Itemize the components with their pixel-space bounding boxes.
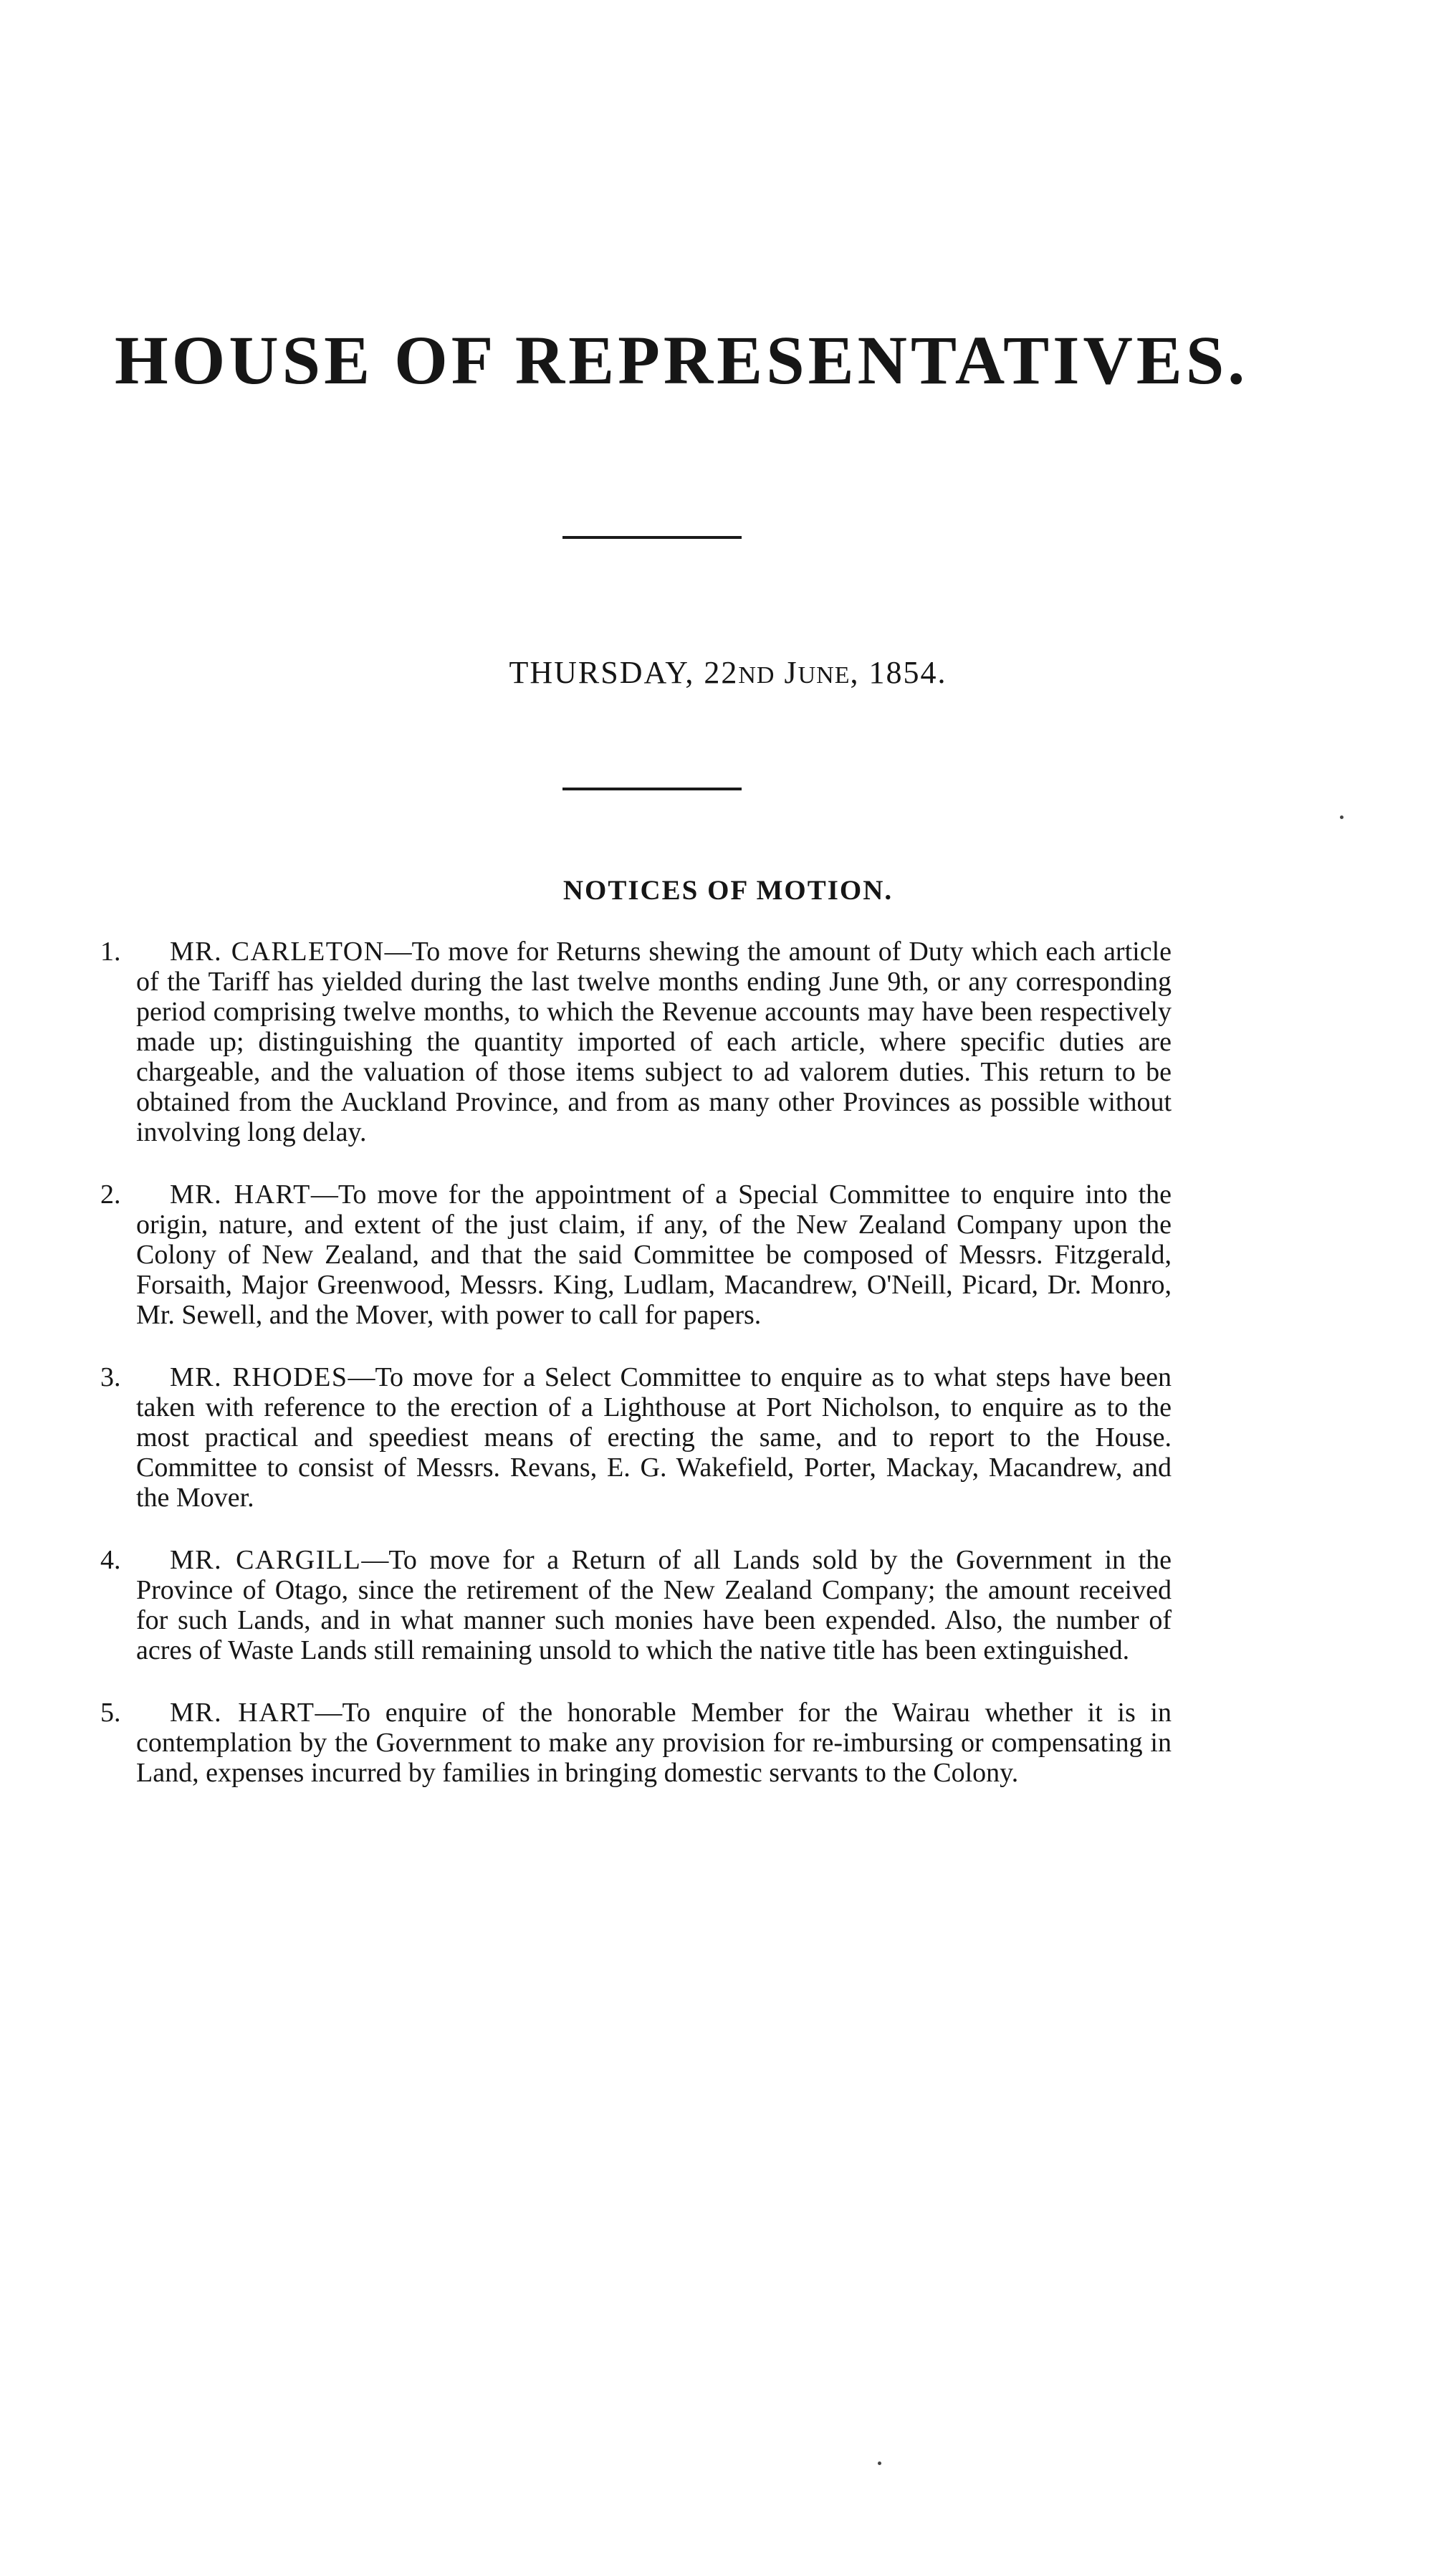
motion-number: 4. (100, 1545, 121, 1575)
date-month-initial: J (784, 655, 798, 690)
date-day-suffix: ND (738, 662, 775, 689)
motion-item (100, 1362, 1172, 1513)
motion-item (100, 1545, 1172, 1665)
section-heading: NOTICES OF MOTION. (562, 875, 894, 906)
decorative-rule-top (562, 536, 742, 539)
motion-mover: MR. CARGILL (170, 1545, 362, 1575)
motion-item (100, 1698, 1172, 1788)
date-day-number: 22 (704, 655, 739, 690)
session-date (0, 657, 1456, 689)
paper-speck (1340, 815, 1344, 819)
motion-text: —To move for Returns shewing the amount of Duty which each article of the Tariff has yielded during the last twelve months ending June 9th, or any corresponding period comprising twelve months, to which the Revenue accounts may have been respectively made up; distinguishing the quantity imported of each article, where specific duties are chargeable, and the valuation of those items subject to ad valorem duties. This return to be obtained from the Auckland Province, and from as many other Provinces as possible without involving long delay. (136, 937, 1172, 1147)
motion-mover: MR. HART (170, 1698, 315, 1728)
motion-body (136, 1545, 1172, 1665)
motion-text: —To move for a Select Committee to enquire as to what steps have been taken with reference to the erection of a Lighthouse at Port Nicholson, to enquire as to the most practical and speediest means of erecting the same, and to report to the House. Committee to consist of Messrs. Revans, E. G. Wakefield, Porter, Mackay, Macandrew, and the Mover. (136, 1362, 1172, 1513)
date-weekday: THURSDAY, (509, 655, 695, 690)
motion-body (136, 937, 1172, 1147)
motion-item (100, 937, 1172, 1147)
date-month-rest: UNE (798, 662, 851, 689)
motion-text: —To move for a Return of all Lands sold by the Government in the Province of Otago, since the retirement of the New Zealand Company; the amount received for such Lands, and in what manner such monies have been expended. Also, the number of acres of Waste Lands still remaining unsold to which the native title has been extinguished. (136, 1545, 1172, 1665)
motion-body (136, 1698, 1172, 1788)
paper-speck (878, 2461, 881, 2465)
decorative-rule-bottom (562, 788, 742, 790)
document-title: HOUSE OF REPRESENTATIVES. (115, 322, 1249, 398)
motion-text: —To move for the appointment of a Special Committee to enquire into the origin, nature, and extent of the just claim, if any, of the New Zealand Company upon the Colony of New Zealand, and that the said Committee be composed of Messrs. Fitzgerald, Forsaith, Major Greenwood, Messrs. King, Ludlam, Macandrew, O'Neill, Picard, Dr. Monro, Mr. Sewell, and the Mover, with power to call for papers. (136, 1180, 1172, 1330)
motion-number: 5. (100, 1698, 121, 1728)
date-year: , 1854. (850, 655, 947, 690)
motion-number: 3. (100, 1362, 121, 1392)
motion-body (136, 1362, 1172, 1513)
motion-mover: MR. CARLETON (170, 937, 385, 967)
motion-item (100, 1180, 1172, 1330)
motion-number: 2. (100, 1180, 121, 1210)
motions-list (100, 937, 1172, 1788)
motion-text: —To enquire of the honorable Member for the Wairau whether it is in contemplation by the Government to make any provision for re-imbursing or compensating in Land, expenses incurred by families in bringing domestic servants to the Colony. (136, 1698, 1172, 1788)
motion-number: 1. (100, 937, 121, 967)
motion-mover: MR. HART (170, 1180, 311, 1210)
motion-mover: MR. RHODES (170, 1362, 348, 1392)
motion-body (136, 1180, 1172, 1330)
